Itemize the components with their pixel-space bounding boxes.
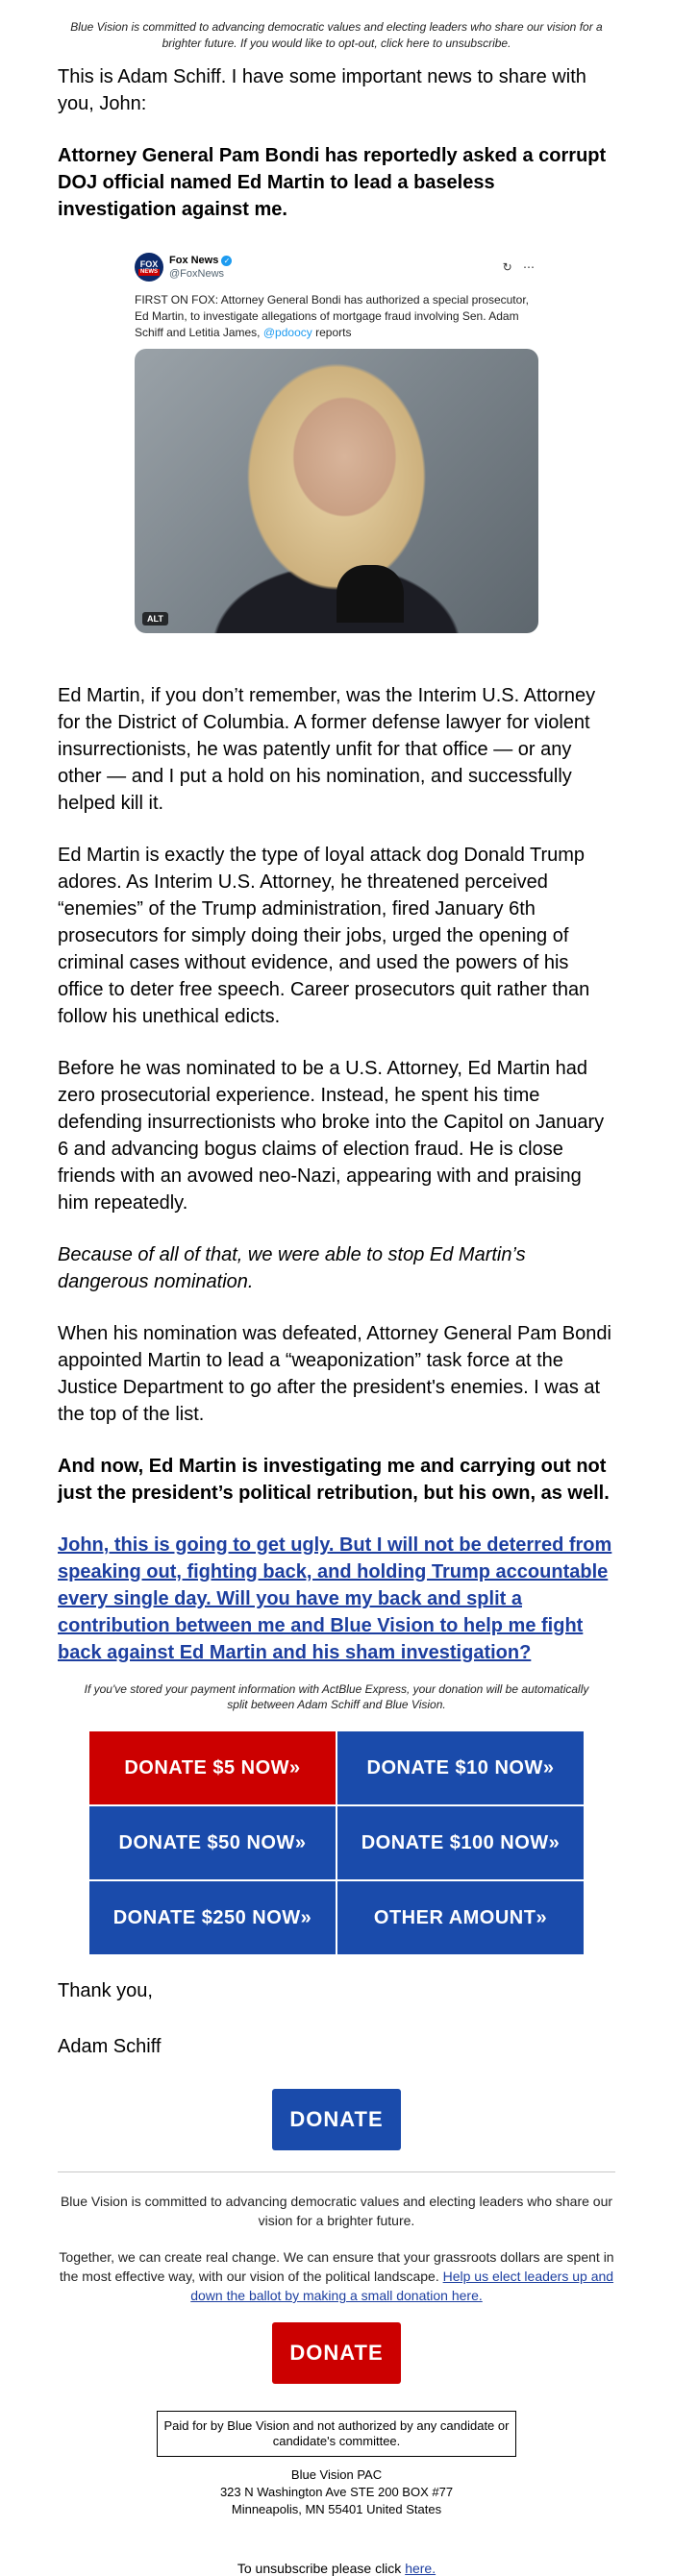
- tweet-actions-icon[interactable]: ↻ ⋯: [502, 260, 538, 274]
- paragraph-1: Ed Martin, if you don’t remember, was the Interim U.S. Attorney for the District of Columbia. A former defense lawyer for violent insurrectionists, he was patently unfit for that office — or any other — and I put a hold on his nomination, and successfully helped kill it.: [58, 685, 596, 814]
- tweet-photo[interactable]: [135, 349, 538, 633]
- footer-mission: Blue Vision is committed to advancing democratic values and electing leaders who share our vision for a brighter future.: [60, 2194, 613, 2228]
- headline-paragraph: Attorney General Pam Bondi has reportedly asked a corrupt DOJ official named Ed Martin to lead a baseless investigation against me.: [58, 145, 607, 220]
- preheader-text[interactable]: Blue Vision is committed to advancing democratic values and electing leaders who share our vision for a brighter future. If you would like to opt-out, click here to unsubscribe.: [70, 20, 603, 50]
- bold-paragraph: And now, Ed Martin is investigating me and carrying out not just the president’s political retribution, but his own, as well.: [58, 1456, 610, 1504]
- tweet-body: FIRST ON FOX: Attorney General Bondi has authorized a special prosecutor, Ed Martin, to investigate allegations of mortgage fraud involving Sen. Adam Schiff and Letitia James,: [135, 293, 529, 339]
- tweet-header: [135, 248, 538, 286]
- footer: [0, 2192, 673, 2305]
- autosplit-note: If you've stored your payment information with ActBlue Express, your donation will be automatically split between Adam Schiff and Blue Vision.: [84, 1682, 589, 1711]
- paragraph-2: Ed Martin is exactly the type of loyal attack dog Donald Trump adores. As Interim U.S. Attorney, he threatened perceived “enemies” of the Trump administration, fired January 6th prosecutors for simply doing their jobs, urged the opening of criminal cases without evidence, and used the powers of his office to deter free speech. Career prosecutors quit rather than follow his unethical edicts.: [58, 845, 590, 1027]
- intro-paragraph: This is Adam Schiff. I have some important news to share with you, John:: [58, 66, 586, 114]
- paragraph-3: Before he was nominated to be a U.S. Attorney, Ed Martin had zero prosecutorial experience. Instead, he spent his time defending insurrectionists who broke into the Capitol on January 6 and advancing bogus claims of election fraud. He is close friends with an avowed neo-Nazi, appearing with and praising him repeatedly.: [58, 1058, 605, 1214]
- donate-250-button[interactable]: DONATE $250 NOW»: [89, 1881, 336, 1954]
- donate-button-red[interactable]: DONATE: [272, 2322, 401, 2384]
- footer-donate-link[interactable]: Help us elect leaders up and down the ballot by making a small donation here.: [190, 2269, 614, 2303]
- paragraph-4: When his nomination was defeated, Attorney General Pam Bondi appointed Martin to lead a “weaponization” task force at the Justice Department to go after the president's enemies. I was at the top of the list.: [58, 1323, 611, 1425]
- donate-button-blue[interactable]: DONATE: [272, 2089, 401, 2150]
- address-line-2: 323 N Washington Ave STE 200 BOX #77: [219, 2485, 454, 2499]
- thanks-text: Thank you,: [58, 1980, 153, 2001]
- email-body: [0, 63, 673, 223]
- unsubscribe-text: To unsubscribe please click: [237, 2561, 402, 2576]
- tweet-account: [169, 254, 232, 281]
- other-amount-button[interactable]: OTHER AMOUNT»: [337, 1881, 584, 1954]
- italic-paragraph: Because of all of that, we were able to stop Ed Martin’s dangerous nomination.: [58, 1244, 526, 1292]
- mailing-address: [0, 2466, 673, 2518]
- tweet-account-name[interactable]: Fox News: [169, 255, 219, 266]
- footer-together: [58, 2247, 615, 2305]
- microphone-shape: [336, 565, 404, 623]
- tweet-text: [135, 292, 538, 341]
- donate-50-button[interactable]: DONATE $50 NOW»: [89, 1806, 336, 1879]
- donate-100-button[interactable]: DONATE $100 NOW»: [337, 1806, 584, 1879]
- tweet-body-end: reports: [315, 326, 352, 339]
- tweet-mention[interactable]: @pdoocy: [262, 326, 312, 339]
- donate-button-grid: [89, 1731, 584, 1954]
- logo-text-top: FOX: [139, 258, 159, 269]
- signature: Adam Schiff: [58, 2036, 162, 2057]
- donation-ask-link[interactable]: John, this is going to get ugly. But I will not be deterred from speaking out, fighting back, and holding Trump accountable every single day. Will you have my back and split a contribution between me and Blue Vision to help me fight back against Ed Martin and his sham investigation?: [58, 1534, 612, 1663]
- signoff: [0, 1977, 673, 2060]
- paid-for-disclaimer: Paid for by Blue Vision and not authorized by any candidate or candidate's committee.: [157, 2411, 516, 2457]
- tweet-handle[interactable]: @FoxNews: [169, 268, 225, 280]
- alt-badge[interactable]: ALT: [142, 612, 168, 626]
- donate-5-button[interactable]: DONATE $5 NOW»: [89, 1731, 336, 1804]
- footer-divider: [58, 2171, 615, 2172]
- footer-together-text: Together, we can create real change. We can ensure that your grassroots dollars are spent in the most effective way, with our vision of the political landscape.: [59, 2249, 614, 2284]
- unsubscribe-line: [0, 2561, 673, 2576]
- unsubscribe-link[interactable]: here.: [405, 2561, 436, 2576]
- verified-icon: ✓: [221, 256, 232, 266]
- donate-10-button[interactable]: DONATE $10 NOW»: [337, 1731, 584, 1804]
- logo-text-bottom: NEWS: [140, 268, 158, 275]
- fox-news-logo: [135, 253, 163, 282]
- email-body-continued: [0, 682, 673, 1666]
- address-line-1: Blue Vision PAC: [290, 2467, 383, 2482]
- address-line-3: Minneapolis, MN 55401 United States: [231, 2502, 442, 2516]
- embedded-tweet[interactable]: [135, 248, 538, 651]
